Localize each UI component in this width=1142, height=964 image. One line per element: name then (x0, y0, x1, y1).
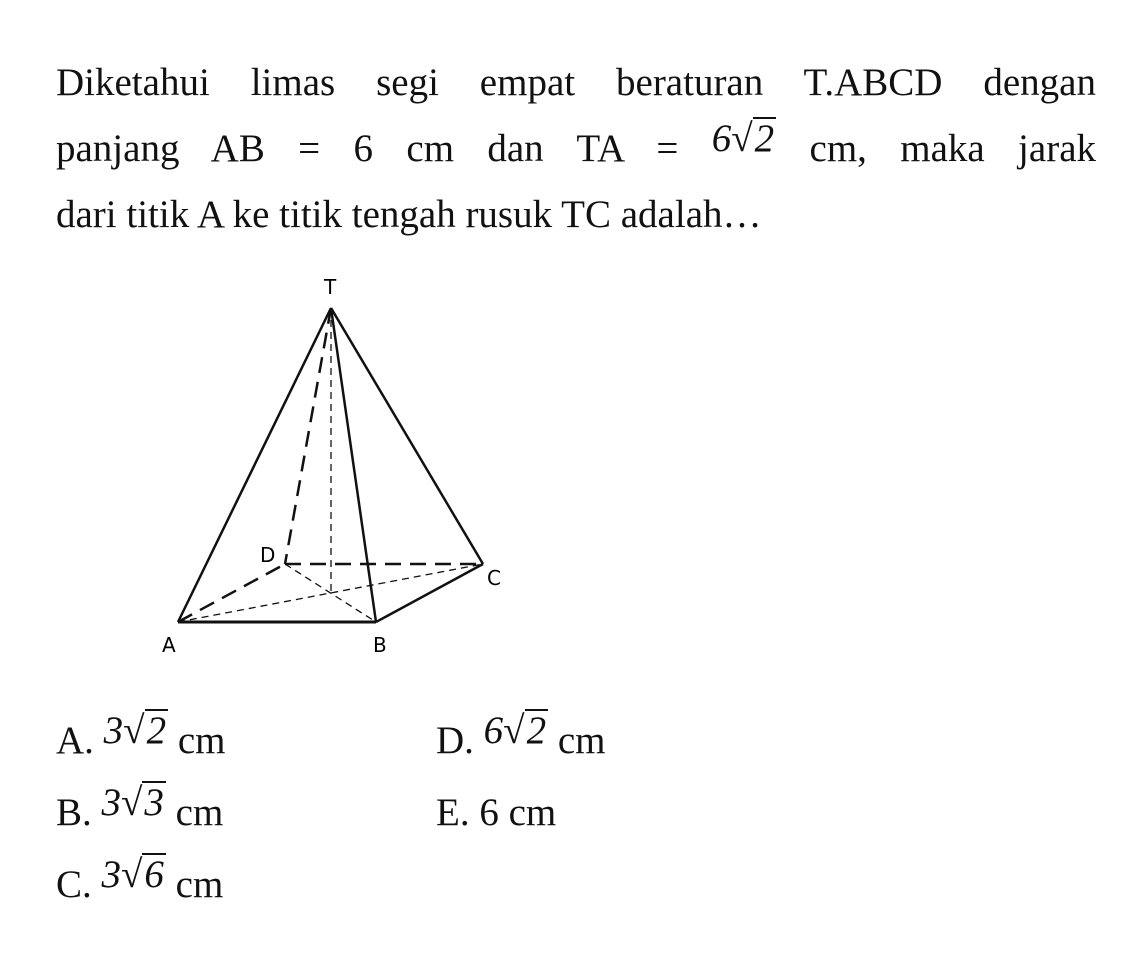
vertex-label-d: D (260, 543, 276, 567)
vertex-label-c: C (487, 566, 501, 590)
option-b[interactable]: B. 3√3 cm (56, 781, 224, 834)
option-c[interactable]: C. 3√6 cm (56, 853, 224, 906)
question-line-2: panjang AB = 6 cm dan TA = 6√2 cm, maka jarak (56, 116, 1096, 182)
question-text (56, 50, 1096, 248)
vertex-label-b: B (373, 633, 387, 657)
option-d[interactable]: D. 6√2 cm (436, 709, 606, 762)
option-a[interactable]: A. 3√2 cm (56, 709, 226, 762)
pyramid-diagram (150, 270, 530, 670)
vertex-label-a: A (162, 633, 176, 657)
radical-sign: √ (123, 709, 145, 752)
radical-sign: √ (121, 781, 143, 824)
math-6-root-2: 6√2 (712, 117, 776, 160)
question-line-1: Diketahui limas segi empat beraturan T.ABCD dengan (56, 61, 1096, 104)
radical-sign: √ (731, 117, 753, 160)
option-e[interactable]: E. 6 cm (436, 791, 557, 834)
question-line-3: dari titik A ke titik tengah rusuk TC adalah… (56, 193, 762, 236)
pyramid-figure (150, 270, 530, 670)
radical-sign: √ (503, 709, 525, 752)
vertex-label-t: T (324, 275, 337, 299)
radical-sign: √ (121, 853, 143, 896)
